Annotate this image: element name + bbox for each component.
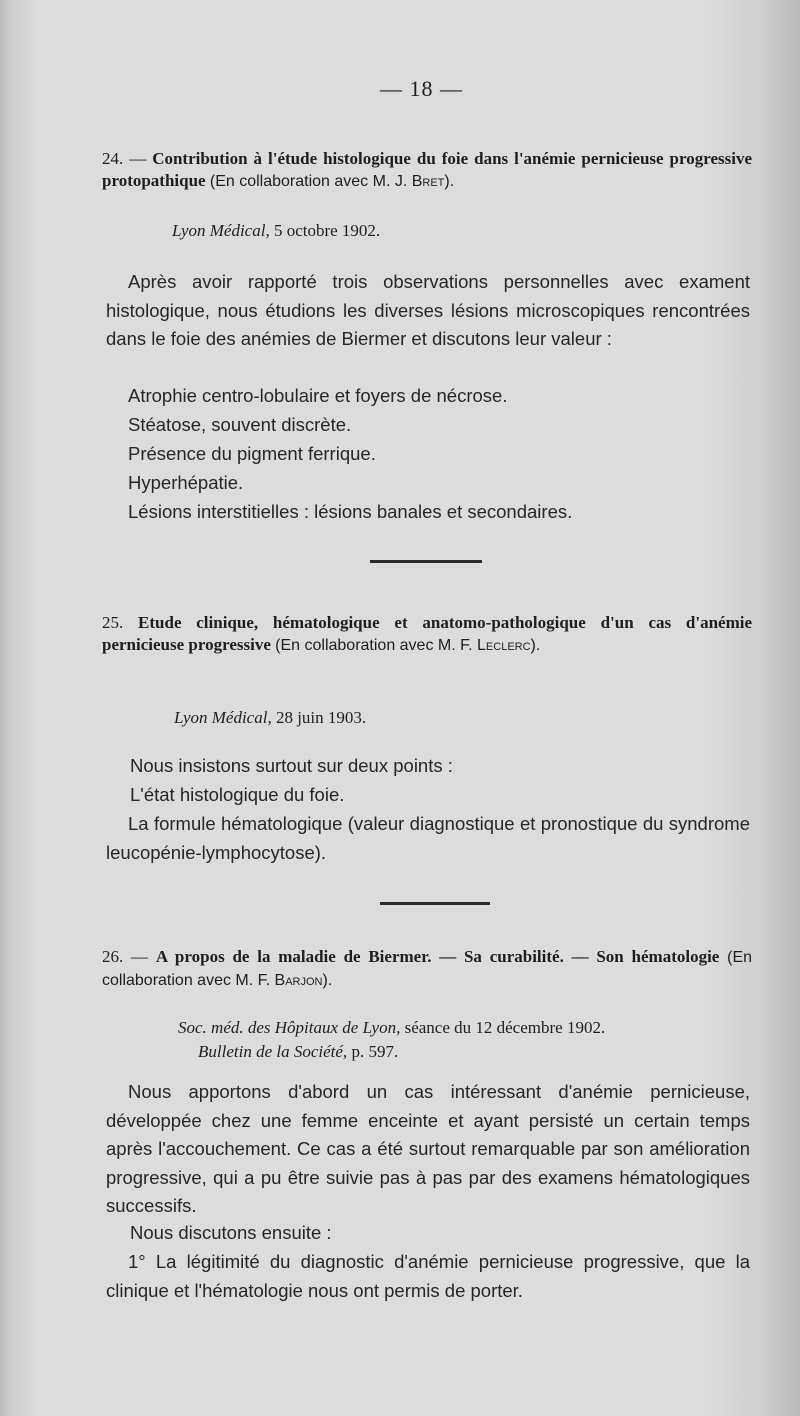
source-session: séance du 12 décembre 1902. — [400, 1018, 606, 1037]
entry-24-item: Hyperhépatie. — [128, 472, 244, 493]
collab-prefix: (En collaboration avec M. F. — [275, 637, 478, 654]
entry-25-source — [174, 706, 366, 729]
entry-25-item: L'état histologique du foie. — [130, 784, 345, 805]
source-journal: Lyon Médical, — [172, 221, 270, 240]
source-date: 28 juin 1903. — [271, 708, 367, 727]
collab-suffix: ). — [444, 173, 455, 190]
source-bulletin: Bulletin de la Société, — [198, 1042, 348, 1061]
collab-suffix: ). — [530, 637, 541, 654]
source-journal: Lyon Médical, — [174, 708, 272, 727]
collab-prefix: (En collaboration avec M. J. — [209, 173, 412, 190]
entry-26-point-1: 1° La légitimité du diagnostic d'anémie pernicieuse progressive, que la clinique et l'hématologie nous ont permis de porter. — [106, 1251, 750, 1301]
entry-26-source-line-1 — [178, 1016, 605, 1039]
entry-26-paragraph: Nous apportons d'abord un cas intéressant d'anémie pernicieuse, développée chez une femme enceinte et ayant persisté un certain temps après l'accouchement. Ce cas a été surtout remarquable par son amélioration progressive, qui a pu être suivie pas à pas par des examens hématologiques successifs. — [106, 1081, 750, 1217]
entry-title: Contribution à l'étude histologique du foie dans l'anémie pernicieuse progressive protopathique — [102, 149, 753, 190]
entry-25-item: La formule hématologique (valeur diagnostique et pronostique du syndrome leucopénie-lymphocytose). — [106, 813, 750, 863]
entry-collaboration — [275, 637, 540, 654]
entry-24-paragraph: Après avoir rapporté trois observations personnelles avec exament histologique, nous étudions les diverses lésions microscopiques rencontrées dans le foie des anémies de Biermer et discutons leur valeur : — [106, 271, 750, 350]
entry-number: 24. — — [102, 149, 147, 168]
source-date: 5 octobre 1902. — [269, 221, 381, 240]
entry-24-source — [172, 219, 380, 242]
entry-26-line: Nous discutons ensuite : — [130, 1222, 332, 1243]
source-journal: Soc. méd. des Hôpitaux de Lyon, — [178, 1018, 401, 1037]
entry-24-heading — [102, 148, 752, 193]
entry-title: Etude clinique, hématologique et anatomo-pathologique d'un cas d'anémie pernicieuse progressive — [102, 613, 752, 654]
collab-name: Bret — [411, 173, 445, 190]
entry-title: A propos de la maladie de Biermer. — Sa curabilité. — Son hématologie — [155, 947, 720, 966]
entry-24-item: Stéatose, souvent discrète. — [128, 414, 352, 435]
collab-name: Barjon — [274, 972, 323, 989]
page-number: — 18 — — [380, 76, 463, 101]
collab-suffix: ). — [322, 972, 333, 989]
section-divider — [380, 902, 490, 905]
entry-24-item: Présence du pigment ferrique. — [128, 443, 376, 464]
collab-prefix: (En collaboration avec M. F. — [102, 949, 753, 989]
entry-number: 26. — — [102, 947, 149, 966]
entry-25-paragraph: Nous insistons surtout sur deux points : — [130, 755, 453, 776]
entry-number: 25. — [102, 613, 124, 632]
entry-25-heading — [102, 612, 752, 657]
source-page: p. 597. — [347, 1042, 399, 1061]
collab-name: Leclerc — [477, 637, 531, 654]
section-divider — [370, 560, 482, 563]
entry-collaboration — [210, 173, 454, 190]
entry-24-item: Atrophie centro-lobulaire et foyers de nécrose. — [128, 385, 508, 406]
entry-24-item: Lésions interstitielles : lésions banales et secondaires. — [128, 501, 573, 522]
entry-26-heading — [102, 946, 752, 992]
entry-26-source-line-2 — [198, 1040, 398, 1063]
